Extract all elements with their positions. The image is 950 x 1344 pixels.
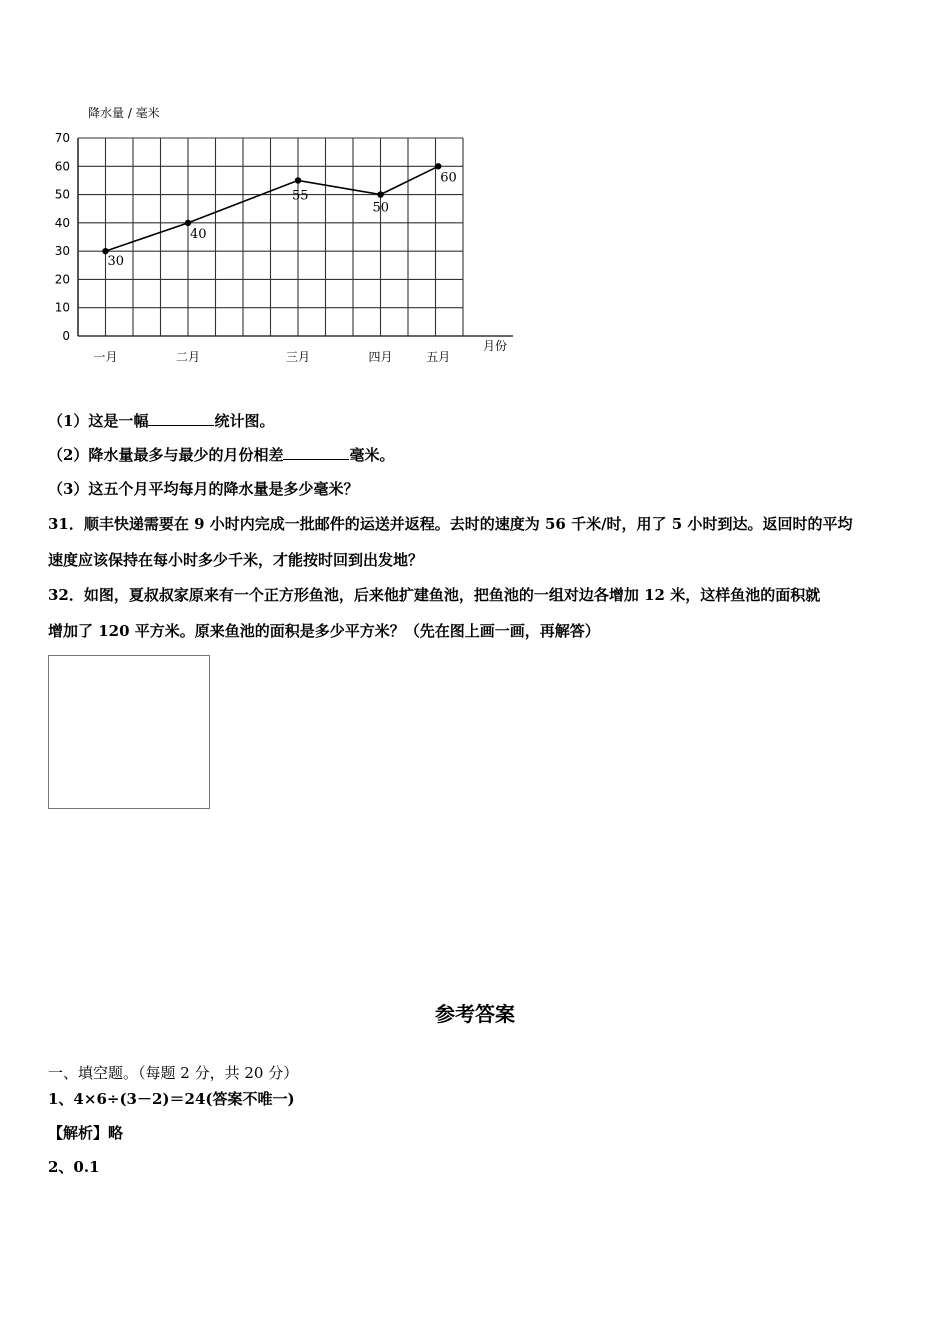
x-tick-label: 一月 xyxy=(93,350,118,364)
y-tick-label: 60 xyxy=(54,159,70,174)
y-tick-label: 70 xyxy=(54,131,70,145)
data-point xyxy=(435,163,441,169)
y-tick-label: 30 xyxy=(54,244,70,259)
y-tick-label: 40 xyxy=(54,215,70,230)
problem-31-line-2: 速度应该保持在每小时多少千米，才能按时回到出发地？ xyxy=(48,551,424,569)
data-label: 30 xyxy=(107,254,125,270)
question-1 xyxy=(48,410,274,431)
problem-31-line-1: 31．顺丰快递需要在 9 小时内完成一批邮件的运送并返程。去时的速度为 56 千米/时，用了 5 小时到达。返回时的平均 xyxy=(48,515,853,533)
x-tick-label: 五月 xyxy=(426,350,451,364)
answer-2: 2、0.1 xyxy=(48,1158,100,1176)
y-tick-label: 10 xyxy=(54,300,70,315)
data-label: 40 xyxy=(190,226,207,242)
square-pond-figure xyxy=(48,655,210,809)
y-tick-label: 0 xyxy=(62,329,70,343)
x-tick-label: 四月 xyxy=(368,350,393,364)
y-axis-title: 降水量 / 毫米 xyxy=(88,106,160,120)
problem-32-line-2: 增加了 120 平方米。原来鱼池的面积是多少平方米？（先在图上画一画，再解答） xyxy=(48,622,600,640)
data-point xyxy=(377,191,383,197)
answer-title: 参考答案 xyxy=(435,1002,515,1026)
question-2 xyxy=(48,444,394,465)
answer-section-1: 一、填空题。（每题 2 分，共 20 分） xyxy=(48,1064,299,1082)
answer-1-note: 【解析】略 xyxy=(48,1124,124,1142)
data-label: 55 xyxy=(292,188,309,204)
q2-suffix: 毫米。 xyxy=(349,446,395,464)
y-tick-label: 50 xyxy=(54,187,70,202)
x-tick-label: 三月 xyxy=(285,350,311,364)
q1-blank xyxy=(148,411,214,426)
x-axis-title: 月份 xyxy=(483,339,508,353)
y-tick-label: 20 xyxy=(54,272,70,287)
q2-blank xyxy=(283,445,349,460)
data-point xyxy=(185,220,191,226)
data-point xyxy=(295,177,301,183)
data-label: 50 xyxy=(372,200,390,216)
q1-text: （1）这是一幅 xyxy=(48,412,149,430)
problem-32-line-1: 32．如图，夏叔叔家原来有一个正方形鱼池，后来他扩建鱼池，把鱼池的一组对边各增加 12 米，这样鱼池的面积就 xyxy=(48,586,821,604)
chart-canvas xyxy=(40,95,520,380)
question-3: （3）这五个月平均每月的降水量是多少毫米？ xyxy=(48,480,359,498)
q2-text: （2）降水量最多与最少的月份相差 xyxy=(48,446,284,464)
x-tick-label: 二月 xyxy=(175,350,201,364)
q1-suffix: 统计图。 xyxy=(214,412,275,430)
answer-1: 1、4×6÷(3－2)＝24(答案不唯一) xyxy=(48,1090,295,1108)
rainfall-line-chart xyxy=(40,95,520,380)
data-label: 60 xyxy=(440,170,457,186)
